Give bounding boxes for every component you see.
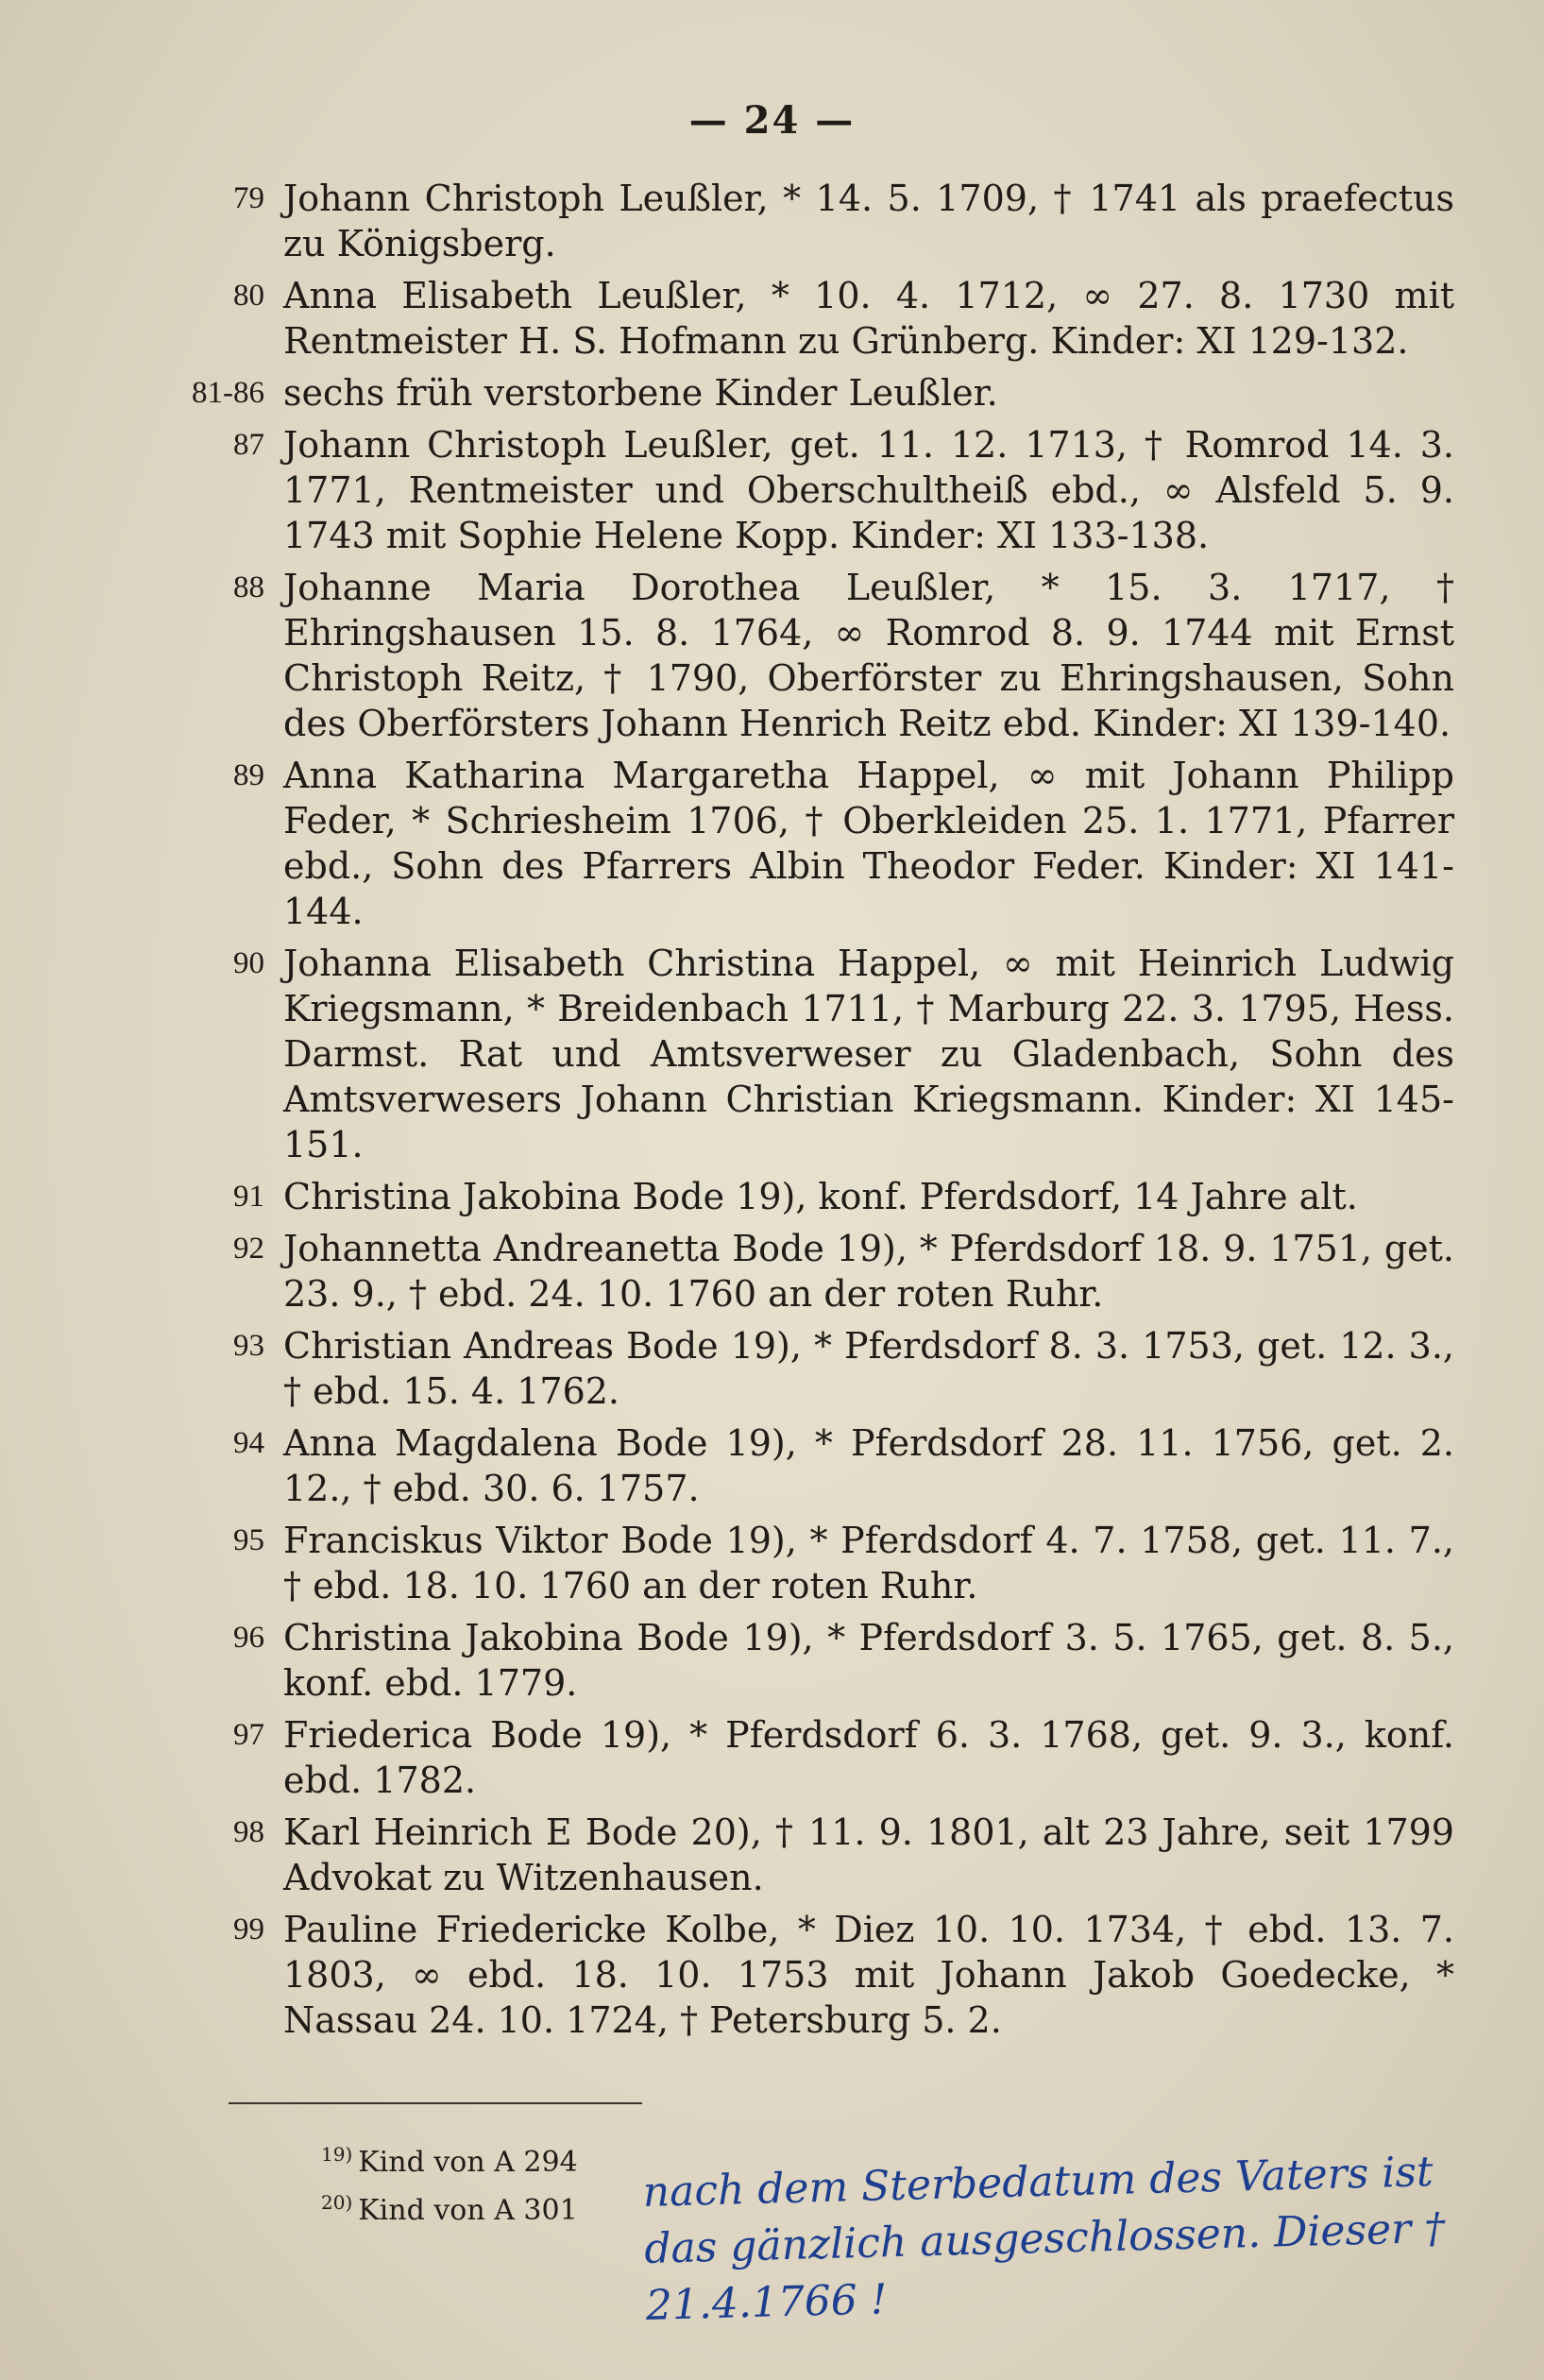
entry-text: sechs früh verstorbene Kinder Leußler. [283,372,998,414]
footnote-number: 20) [321,2191,353,2214]
entry [233,1615,1454,1706]
entry-text: Johanne Maria Dorothea Leußler, * 15. 3. 1717, † Ehringshausen 15. 8. 1764, ∞ Romrod 8. 9. 1744 mit Ernst Christoph Reitz, † 1790, Oberförster zu Ehringshausen, Sohn des Oberförsters Johann Henrich Reitz ebd. Kinder: XI 139-140. [283,567,1454,744]
entry-text: Johanna Elisabeth Christina Happel, ∞ mit Heinrich Ludwig Kriegsmann, * Breidenbach 1711, † Marburg 22. 3. 1795, Hess. Darmst. Rat und Amtsverweser zu Gladenbach, Sohn des Amtsverwesers Johann Christian Kriegsmann. Kinder: XI 145-151. [283,943,1454,1165]
footnote-text: Kind von A 294 [358,2146,578,2179]
entry-number: 92 [233,1232,264,1266]
entry [233,1907,1454,2043]
entry-number: 88 [233,570,264,604]
entry [233,1174,1454,1219]
entry-number: 95 [233,1523,264,1557]
entry-number: 94 [233,1426,264,1460]
entry-text: Anna Katharina Margaretha Happel, ∞ mit Johann Philipp Feder, * Schriesheim 1706, † Oberkleiden 25. 1. 1771, Pfarrer ebd., Sohn des Pfarrers Albin Theodor Feder. Kinder: XI 141-144. [283,755,1454,932]
entry-number: 89 [233,758,264,792]
entry [233,1518,1454,1608]
entry-text: Johannetta Andreanetta Bode 19), * Pferdsdorf 18. 9. 1751, get. 23. 9., † ebd. 24. 10. 1760 an der roten Ruhr. [283,1228,1454,1315]
page-number: — 24 — [688,98,856,143]
entry-number: 90 [233,946,264,980]
entry-text: Karl Heinrich E Bode 20), † 11. 9. 1801, alt 23 Jahre, seit 1799 Advokat zu Witzenhausen. [283,1811,1454,1898]
entry [233,1226,1454,1317]
entry-number: 96 [233,1621,264,1655]
entry-text: Johann Christoph Leußler, get. 11. 12. 1713, † Romrod 14. 3. 1771, Rentmeister und Oberschultheiß ebd., ∞ Alsfeld 5. 9. 1743 mit Sophie Helene Kopp. Kinder: XI 133-138. [283,424,1454,556]
entry-text: Friederica Bode 19), * Pferdsdorf 6. 3. 1768, get. 9. 3., konf. ebd. 1782. [283,1714,1454,1801]
entry-number: 97 [233,1718,264,1752]
entry-number: 98 [233,1815,264,1849]
entry-text: Pauline Friedericke Kolbe, * Diez 10. 10. 1734, † ebd. 13. 7. 1803, ∞ ebd. 18. 10. 1753 mit Johann Jakob Goedecke, * Nassau 24. 10. 1724, † Petersburg 5. 2. [283,1909,1454,2041]
entry [233,753,1454,934]
entry [233,422,1454,558]
footnote-divider [229,2102,642,2104]
entry [233,565,1454,746]
entry-text: Johann Christoph Leußler, * 14. 5. 1709, † 1741 als praefectus zu Königsberg. [283,178,1454,264]
entry-text: Anna Magdalena Bode 19), * Pferdsdorf 28. 11. 1756, get. 2. 12., † ebd. 30. 6. 1757. [283,1422,1454,1509]
entry-number: 81-86 [192,376,264,410]
entry-number: 87 [233,428,264,462]
entry [233,1420,1454,1511]
entry [233,1323,1454,1414]
entry-text: Christina Jakobina Bode 19), konf. Pferdsdorf, 14 Jahre alt. [283,1176,1358,1217]
entry [233,941,1454,1167]
entry-list [192,176,1454,2049]
footnote-number: 19) [321,2143,353,2166]
entry-number: 93 [233,1329,264,1363]
footnotes [321,2134,578,2231]
entry [233,1712,1454,1803]
footnote-text: Kind von A 301 [358,2194,578,2227]
handwritten-annotation: nach dem Sterbedatum des Vaters ist das gänzlich ausgeschlossen. Dieser † 21.4.1766 ! [642,2148,1446,2330]
entry [233,1810,1454,1900]
footnote [321,2134,578,2183]
entry-text: Christian Andreas Bode 19), * Pferdsdorf 8. 3. 1753, get. 12. 3., † ebd. 15. 4. 1762. [283,1325,1454,1412]
entry-text: Franciskus Viktor Bode 19), * Pferdsdorf 4. 7. 1758, get. 11. 7., † ebd. 18. 10. 1760 an der roten Ruhr. [283,1520,1454,1606]
entry [192,370,1454,416]
entry [233,176,1454,266]
entry-number: 80 [233,279,264,313]
entry-number: 79 [233,181,264,215]
footnote [321,2183,578,2231]
entry-text: Christina Jakobina Bode 19), * Pferdsdorf 3. 5. 1765, get. 8. 5., konf. ebd. 1779. [283,1617,1454,1704]
entry-text: Anna Elisabeth Leußler, * 10. 4. 1712, ∞ 27. 8. 1730 mit Rentmeister H. S. Hofmann zu Grünberg. Kinder: XI 129-132. [283,275,1454,362]
entry [233,273,1454,364]
entry-number: 99 [233,1912,264,1946]
entry-number: 91 [233,1180,264,1214]
